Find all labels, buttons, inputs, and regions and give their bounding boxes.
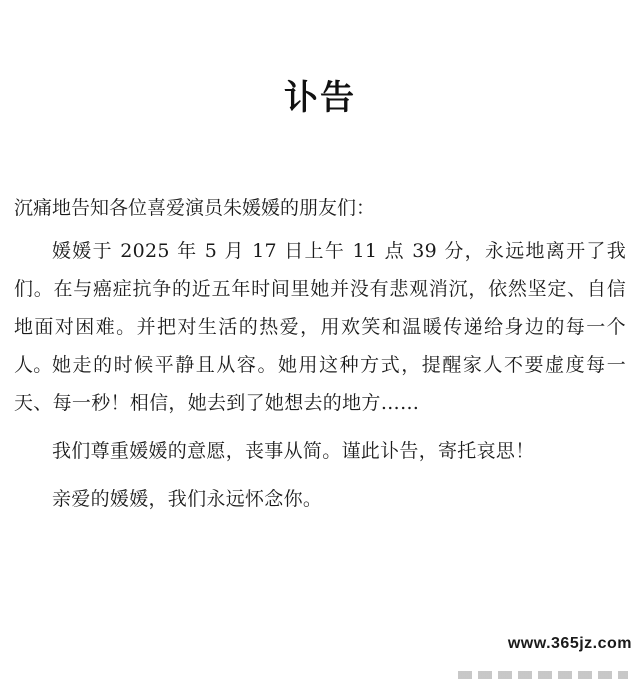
notice-paragraph-1: 媛媛于 2025 年 5 月 17 日上午 11 点 39 分，永远地离开了我们。在与癌症抗争的近五年时间里她并没有悲观消沉，依然坚定、自信地面对困难。并把对生活的热爱，用欢笑和温暖传递给身边的每一个人。 [14,240,626,376]
notice-paragraph-2: 她走的时候平静且从容。她用这种方式，提醒家人不要虚度每一天、每一秒！相信，她去到了她想去的地方…… [14,354,626,414]
notice-paragraph-3: 我们尊重媛媛的意愿，丧事从简。谨此讣告，寄托哀思！ [52,440,535,462]
notice-title: 讣告 [284,78,356,118]
cropped-signature-line [458,671,628,679]
notice-paragraph-4: 亲爱的媛媛，我们永远怀念你。 [52,488,323,510]
notice-salutation: 沉痛地告知各位喜爱演员朱媛媛的朋友们： [14,197,376,219]
site-watermark: www.365jz.com [507,635,632,652]
